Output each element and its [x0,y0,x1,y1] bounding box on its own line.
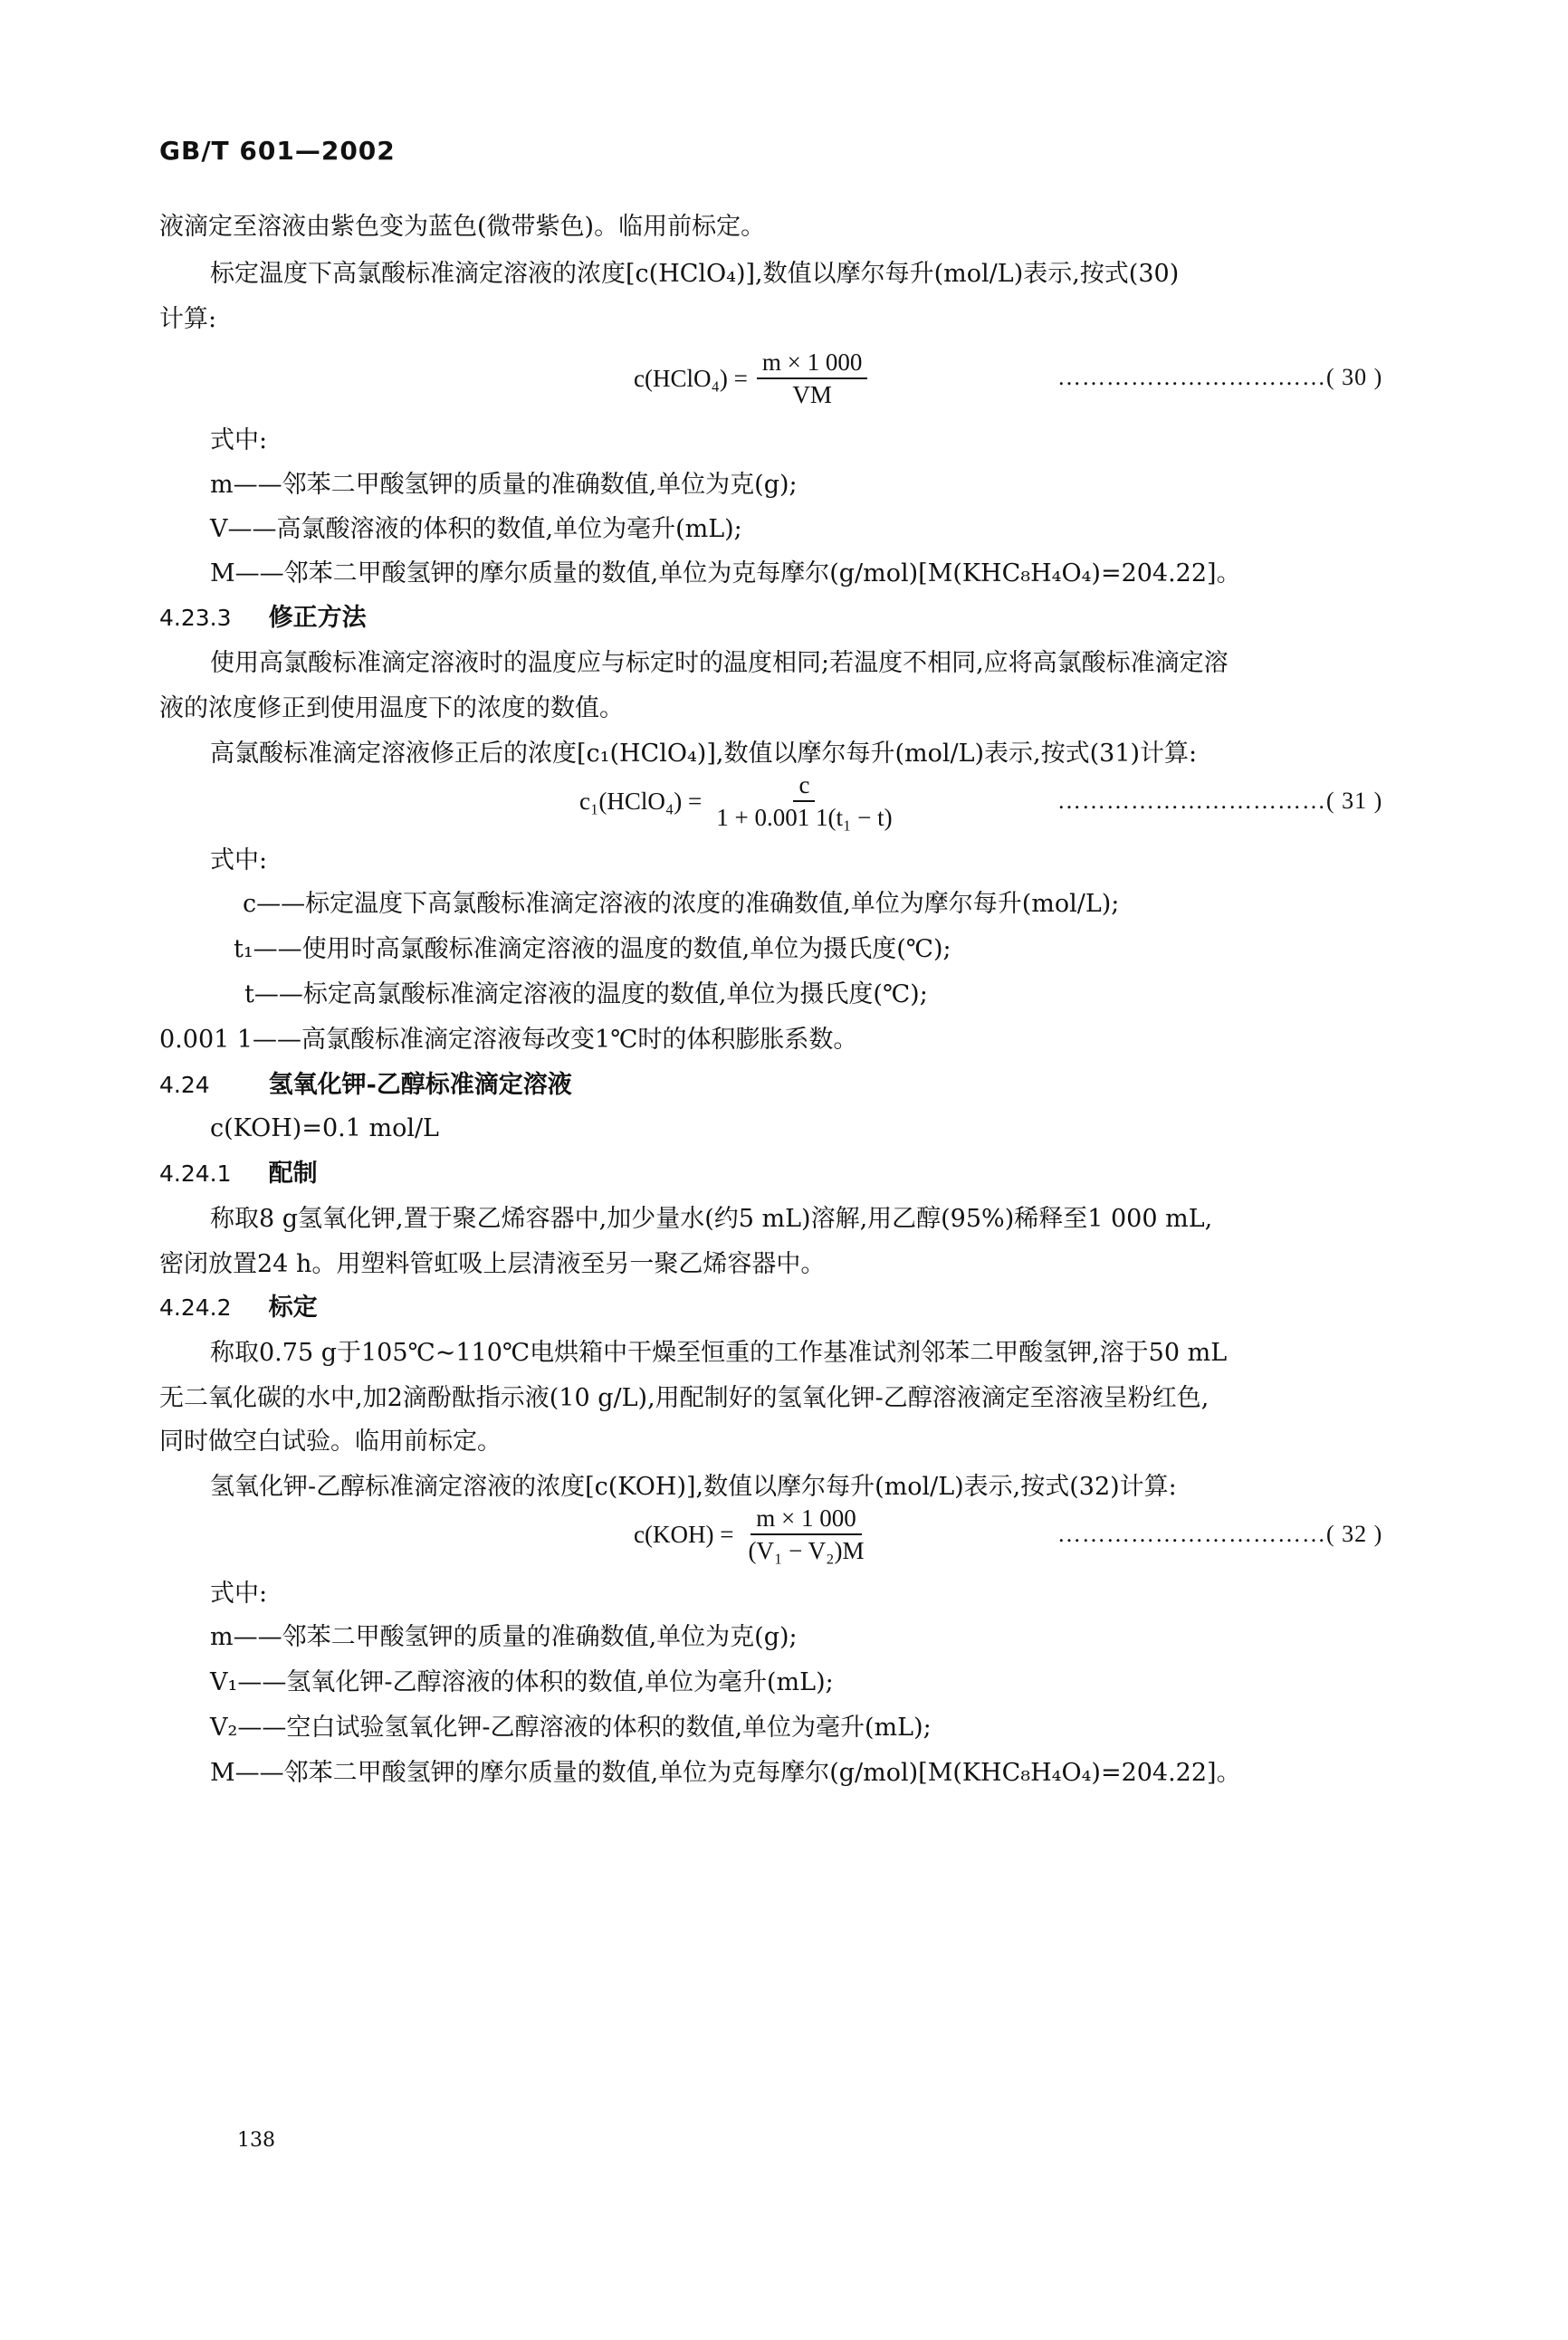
section-heading-4-24-2 [159,1291,318,1325]
definition-line: V——高氯酸溶液的体积的数值,单位为毫升(mL); [210,515,742,543]
section-number: 4.23.3 [159,605,232,631]
formula-lhs: c(HClO₄) = [634,364,748,392]
text-line: 称取8 g氢氧化钾,置于聚乙烯容器中,加少量水(约5 mL)溶解,用乙醇(95%)稀释至1 000 mL, [210,1205,1213,1233]
text-line: 液滴定至溶液由紫色变为蓝色(微带紫色)。临用前标定。 [159,213,766,241]
section-title: 修正方法 [268,604,367,632]
definition-line: M——邻苯二甲酸氢钾的摩尔质量的数值,单位为克每摩尔(g/mol)[M(KHC₈H₄O₄)=204.22]。 [210,1759,1241,1787]
text-line: 氢氧化钾-乙醇标准滴定溶液的浓度[c(KOH)],数值以摩尔每升(mol/L)表示,按式(32)计算: [210,1473,1177,1501]
denominator: VM [792,381,832,408]
concentration-line: c(KOH)=0.1 mol/L [210,1114,439,1142]
section-heading-4-24-1 [159,1157,318,1191]
definition-line: t——标定高氯酸标准滴定溶液的温度的数值,单位为摄氏度(℃); [244,980,928,1008]
section-number: 4.24.2 [159,1294,232,1321]
definition-line: V₂——空白试验氢氧化钾-乙醇溶液的体积的数值,单位为毫升(mL); [210,1714,932,1742]
section-number: 4.24.1 [159,1160,232,1187]
text-line: 计算: [159,305,217,333]
equation-number: ……………………………( 31 ) [1057,788,1383,814]
text-line: 液的浓度修正到使用温度下的浓度的数值。 [159,694,624,722]
equation-number: ……………………………( 30 ) [1057,364,1383,390]
section-heading-4-24 [159,1068,572,1103]
formula-31 [579,771,898,831]
definition-line: M——邻苯二甲酸氢钾的摩尔质量的数值,单位为克每摩尔(g/mol)[M(KHC₈H₄O₄)=204.22]。 [210,559,1241,587]
text-line: 密闭放置24 h。用塑料管虹吸上层清液至另一聚乙烯容器中。 [159,1250,826,1278]
section-title: 配制 [268,1160,318,1188]
text-line: 使用高氯酸标准滴定溶液时的温度应与标定时的温度相同;若温度不相同,应将高氯酸标准滴定溶 [210,649,1229,677]
section-number: 4.24 [159,1072,210,1098]
formula-lhs: c(KOH) = [634,1520,734,1548]
numerator: m × 1 000 [757,349,867,379]
definition-line: m——邻苯二甲酸氢钾的质量的准确数值,单位为克(g); [210,1623,798,1651]
standard-code-header: GB/T 601—2002 [159,136,396,166]
formula-32 [634,1504,870,1564]
section-heading-4-23-3 [159,601,367,635]
definition-line: m——邻苯二甲酸氢钾的质量的准确数值,单位为克(g); [210,471,798,499]
where-label: 式中: [210,846,268,874]
section-title: 标定 [268,1294,318,1322]
fraction [742,1504,869,1564]
section-title: 氢氧化钾-乙醇标准滴定溶液 [268,1071,572,1099]
text-line: 标定温度下高氯酸标准滴定溶液的浓度[c(HClO₄)],数值以摩尔每升(mol/L)表示,按式(30) [210,260,1180,288]
where-label: 式中: [210,1580,268,1608]
equation-number: ……………………………( 32 ) [1057,1521,1383,1547]
where-label: 式中: [210,426,268,454]
definition-line: t₁——使用时高氯酸标准滴定溶液的温度的数值,单位为摄氏度(℃); [234,935,951,963]
fraction [757,349,867,408]
text-line: 称取0.75 g于105℃~110℃电烘箱中干燥至恒重的工作基准试剂邻苯二甲酸氢钾,溶于50 mL [210,1339,1228,1367]
text-line: 同时做空白试验。临用前标定。 [159,1428,502,1456]
definition-line: V₁——氢氧化钾-乙醇溶液的体积的数值,单位为毫升(mL); [210,1668,834,1696]
denominator: 1 + 0.001 1(t₁ − t) [716,804,893,831]
denominator: (V₁ − V₂)M [748,1537,865,1564]
definition-line: 0.001 1——高氯酸标准滴定溶液每改变1℃时的体积膨胀系数。 [159,1026,858,1054]
fraction [711,771,897,831]
text-line: 高氯酸标准滴定溶液修正后的浓度[c₁(HClO₄)],数值以摩尔每升(mol/L)表示,按式(31)计算: [210,740,1198,768]
definition-line: c——标定温度下高氯酸标准滴定溶液的浓度的准确数值,单位为摩尔每升(mol/L); [243,890,1120,918]
page-number: 138 [237,2129,275,2152]
formula-lhs: c₁(HClO₄) = [579,787,703,815]
text-line: 无二氧化碳的水中,加2滴酚酞指示液(10 g/L),用配制好的氢氧化钾-乙醇溶液滴定至溶液呈粉红色, [159,1384,1209,1412]
formula-30 [634,349,867,408]
numerator: m × 1 000 [751,1504,861,1535]
numerator: c [793,771,815,802]
